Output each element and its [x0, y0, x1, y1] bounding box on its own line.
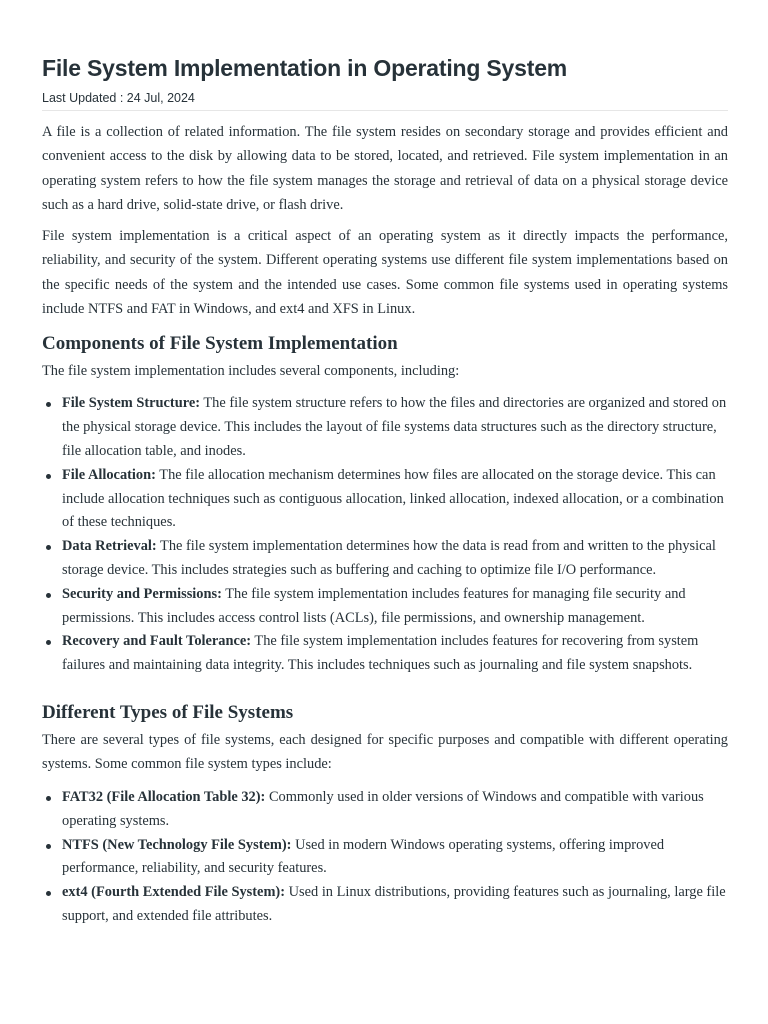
- bullet-icon: [46, 474, 51, 479]
- types-intro: There are several types of file systems, each designed for specific purposes and compatible with different operating systems. Some common file system types include:: [42, 731, 728, 772]
- list-item: [42, 630, 728, 678]
- bullet-icon: [46, 640, 51, 645]
- list-item: [42, 464, 728, 535]
- components-list: [42, 392, 728, 678]
- components-intro: The file system implementation includes several components, including:: [42, 363, 460, 380]
- bullet-icon: [46, 545, 51, 550]
- list-item-text: The file system implementation includes features for recovering from system failures and maintaining data integrity. This includes techniques such as journaling and file system snapshots.: [62, 633, 699, 674]
- intro-paragraph-2: File system implementation is a critical aspect of an operating system as it directly impacts the performance, reliability, and security of the system. Different operating systems use different file system implementations based on the specific needs of the system and the intended use cases. Some common file systems used in operating systems include NTFS and FAT in Windows, and ext4 and XFS in Linux.: [42, 228, 728, 318]
- list-item: [42, 535, 728, 583]
- bullet-icon: [46, 593, 51, 598]
- list-item-term: NTFS (New Technology File System):: [62, 836, 292, 853]
- list-item-text: The file system structure refers to how the files and directories are organized and stored on the physical storage device. This includes the layout of file systems data structures such as the directory structure, file allocation table, and inodes.: [62, 395, 727, 459]
- list-item-term: Recovery and Fault Tolerance:: [62, 633, 252, 650]
- last-updated-date: Last Updated : 24 Jul, 2024: [42, 89, 728, 111]
- list-item: [42, 834, 728, 882]
- article: [42, 52, 728, 929]
- list-item-term: Data Retrieval:: [62, 538, 157, 555]
- bullet-icon: [46, 891, 51, 896]
- types-heading: Different Types of File Systems: [42, 701, 294, 723]
- list-item-term: File System Structure:: [62, 395, 201, 412]
- components-heading: Components of File System Implementation: [42, 333, 398, 355]
- list-item-text: Used in modern Windows operating systems, offering improved performance, reliability, and security features.: [62, 836, 665, 877]
- bullet-icon: [46, 402, 51, 407]
- types-list: [42, 786, 728, 929]
- list-item-text: Used in Linux distributions, providing features such as journaling, large file support, and extended file attributes.: [62, 884, 726, 924]
- list-item-text: The file system implementation determines how the data is read from and written to the physical storage device. This includes strategies such as buffering and caching to optimize file I/O performance.: [62, 538, 716, 578]
- list-item-text: The file system implementation includes features for managing file security and permissions. This includes access control lists (ACLs), file permissions, and ownership management.: [62, 585, 686, 626]
- list-item-term: File Allocation:: [62, 466, 156, 483]
- page-title: File System Implementation in Operating System: [42, 55, 568, 81]
- list-item-term: ext4 (Fourth Extended File System):: [62, 884, 286, 901]
- list-item: [42, 881, 728, 929]
- intro-paragraph-1: A file is a collection of related information. The file system resides on secondary storage and provides efficient and convenient access to the disk by allowing data to be stored, located, and retrieved. File system implementation in an operating system refers to how the file system manages the storage and retrieval of data on a physical storage device such as a hard drive, solid-state drive, or flash drive.: [42, 124, 728, 213]
- list-item-term: FAT32 (File Allocation Table 32):: [62, 788, 266, 805]
- list-item: [42, 786, 728, 834]
- list-item-text: The file allocation mechanism determines how files are allocated on the storage device. This can include allocation techniques such as contiguous allocation, linked allocation, indexed allocation, or a combination of these techniques.: [62, 466, 724, 531]
- list-item-text: Commonly used in older versions of Windows and compatible with various operating systems.: [62, 788, 704, 829]
- list-item-term: Security and Permissions:: [62, 585, 222, 602]
- bullet-icon: [46, 844, 51, 849]
- list-item: [42, 583, 728, 631]
- bullet-icon: [46, 796, 51, 801]
- list-item: [42, 392, 728, 463]
